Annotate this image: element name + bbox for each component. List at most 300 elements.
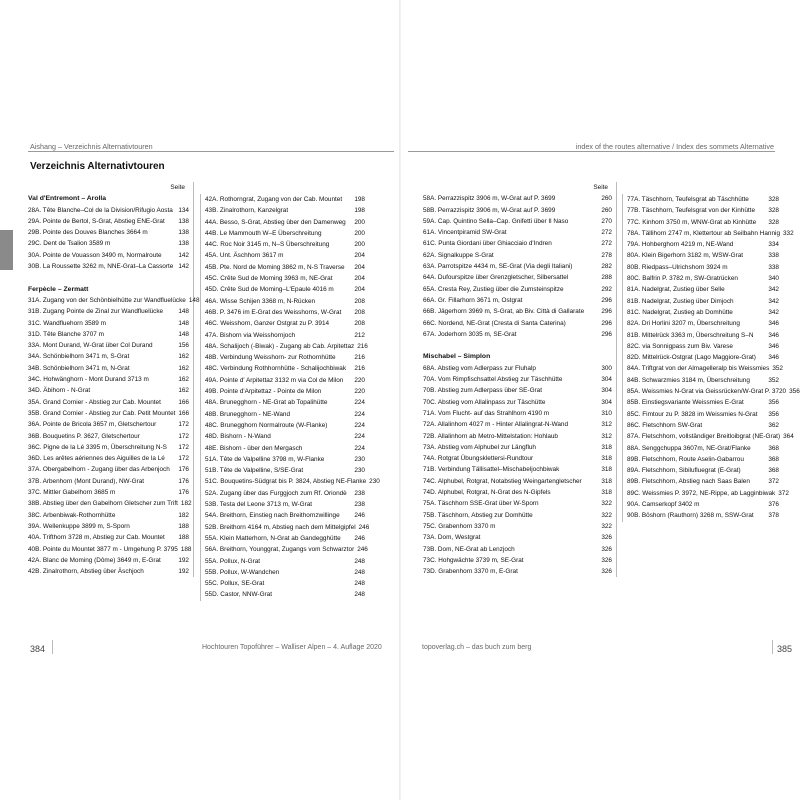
route-page-number: 192 (178, 568, 189, 576)
route-page-number: 172 (178, 443, 189, 451)
route-title: 33A. Mont Durand, W-Grat über Col Durand (28, 342, 153, 350)
route-title: 48E. Bishorn - über den Mergasch (205, 444, 303, 452)
route-title: 38C. Arbenbiwak-Rothornhütte (28, 511, 116, 519)
route-title: 42A. Rothorngrat, Zugang von der Cab. Mountet (205, 196, 343, 203)
route-entry (28, 238, 189, 249)
route-entry (423, 521, 612, 532)
route-page-number: 352 (772, 365, 783, 373)
route-title: 61C. Punta Giordani über Ghiacciaio d'Indren (423, 240, 552, 248)
route-title: 90B. Böshorn (Rauthorn) 3268 m, SSW-Grat (627, 512, 754, 520)
header-rule-left (28, 151, 394, 152)
route-title: 48B. Verbindung Weisshorn- zur Rothornhütte (205, 354, 336, 362)
route-entry (205, 341, 368, 352)
route-entry (205, 567, 365, 578)
route-entry (205, 510, 365, 521)
route-title: 77B. Täschhorn, Teufelsgrat von der Kinhütte (627, 207, 756, 215)
route-entry (423, 431, 612, 442)
entry-list (423, 193, 612, 340)
route-title: 62A. Signalkuppe S-Grat (423, 251, 494, 259)
route-page-number: 216 (354, 354, 365, 362)
route-entry (423, 397, 612, 408)
route-title: 65A. Cresta Rey, Zustieg über die Zumsteinspitze (423, 285, 564, 293)
route-title: 55C. Pollux, SE-Grat (205, 580, 265, 588)
route-page-number: 300 (601, 364, 612, 372)
route-title: 48A. Brunegghorn - NE-Grat ab Topalihütte (205, 399, 328, 407)
route-page-number: 322 (601, 500, 612, 508)
route-page-number: 260 (601, 195, 612, 203)
route-title: 58A. Perrazzispitz 3906 m, W-Grat auf P. 3699 (423, 195, 556, 203)
route-page-number: 326 (601, 545, 612, 553)
route-entry (205, 544, 368, 555)
route-entry (205, 522, 370, 533)
route-page-number: 378 (768, 512, 779, 520)
route-entry (627, 194, 779, 205)
route-page-number: 156 (178, 342, 189, 350)
route-entry (28, 442, 189, 453)
route-entry (28, 351, 189, 362)
route-page-number: 204 (354, 286, 365, 294)
route-title: 55A. Klein Matterhorn, N-Grat ab Gandegghütte (205, 534, 341, 542)
footer-divider (772, 640, 773, 654)
route-page-number: 260 (601, 206, 612, 214)
page-title: Verzeichnis Alternativtouren (30, 161, 165, 172)
route-page-number: 162 (178, 387, 189, 395)
route-entry (627, 409, 779, 420)
route-title: 30A. Pointe de Vouasson 3490 m, Normalroute (28, 251, 162, 259)
route-title: 54A. Breithorn, Einstieg nach Breithornzwillinge (205, 512, 340, 520)
route-title: 81C. Nadelgrat, Zustieg ab Domhütte (627, 308, 733, 316)
route-title: 78A. Tällihorn 2747 m, Klettertour ab Seilbahn Hannig (627, 229, 780, 237)
route-title: 30B. La Roussette 3262 m, NNE-Grat–La Cassorte (28, 263, 174, 271)
route-title: 46C. Weisshorn, Ganzer Ostgrat zu P. 3914 (205, 320, 330, 328)
route-entry (627, 488, 789, 499)
route-title: 28A. Tête Blanche–Col de la Division/Rifugio Aosta (28, 206, 173, 214)
route-page-number: 332 (783, 229, 794, 237)
route-page-number: 162 (178, 364, 189, 372)
route-page-number: 142 (178, 263, 189, 271)
route-title: 55B. Pollux, W-Wandchen (205, 568, 280, 576)
route-title: 70C. Abstieg vom Allalinpass zur Täschütte (423, 398, 546, 406)
route-page-number: 318 (601, 466, 612, 474)
route-page-number: 166 (178, 409, 190, 417)
route-page-number: 346 (768, 331, 779, 339)
route-page-number: 368 (768, 467, 779, 475)
route-entry (28, 487, 189, 498)
route-entry (205, 217, 365, 228)
route-page-number: 296 (601, 319, 612, 327)
route-entry (423, 408, 612, 419)
route-page-number: 288 (601, 274, 612, 282)
route-page-number: 346 (768, 320, 779, 328)
route-entry (627, 296, 779, 307)
route-title: 88A. Senggchuppa 3607m, NE-Grat/Flanke (627, 444, 751, 452)
route-title: 70B. Abstieg zum Adlerpass über SE-Grat (423, 387, 542, 395)
route-page-number: 204 (354, 275, 365, 283)
header-rule-right (408, 151, 775, 152)
route-title: 82A. Dri Horlini 3207 m, Überschreitung (627, 320, 740, 328)
route-entry (205, 205, 365, 216)
route-title: 51B. Tête de Valpelline, S/SE-Grat (205, 467, 304, 475)
route-entry (28, 340, 189, 351)
route-title: 64A. Dufourspitze über Grenzgletscher, Silbersattel (423, 274, 569, 282)
route-page-number: 352 (768, 376, 779, 384)
route-page-number: 208 (354, 297, 365, 305)
route-entry (28, 498, 192, 509)
route-title: 63A. Parrotspitze 4434 m, SE-Grat (Via degli Italiani) (423, 263, 573, 271)
route-title: 49B. Pointe d'Arpitettaz - Pointe de Milon (205, 388, 322, 396)
route-title: 52B. Breithorn 4164 m, Abstieg nach dem Mittelgipfel (205, 523, 356, 531)
route-page-number: 182 (178, 511, 189, 519)
route-title: 85C. Fimtour zu P. 3828 im Weissmies N-Grat (627, 410, 758, 418)
route-entry (423, 250, 612, 261)
route-page-number: 376 (768, 501, 779, 509)
route-title: 73A. Abstieg vom Alphubel zur Längfluh (423, 443, 536, 451)
route-page-number: 230 (354, 455, 365, 463)
route-page-number: 224 (354, 444, 365, 452)
route-entry (205, 239, 365, 250)
route-page-number: 342 (768, 308, 779, 316)
route-title: 66A. Gr. Fillarhorn 3671 m, Ostgrat (423, 296, 523, 304)
route-entry (423, 193, 612, 204)
route-entry (28, 295, 200, 306)
route-entry (627, 239, 779, 250)
route-entry (627, 307, 779, 318)
route-title: 40B. Pointe du Mountet 3877 m - Umgehung P. 3795 (28, 545, 178, 553)
running-header-right: index of the routes alternative / Index des sommets Alternative (575, 142, 774, 151)
route-entry (28, 374, 189, 385)
route-page-number: 368 (768, 455, 779, 463)
route-page-number: 204 (354, 252, 365, 260)
thumb-index-tab (0, 230, 13, 270)
route-entry (627, 476, 779, 487)
route-title: 85A. Weissmies N-Grat via Geissrücken/W-Grat P. 3720 (627, 388, 787, 396)
route-title: 81A. Nadelgrat, Zustieg über Selle (627, 286, 725, 294)
route-title: 68A. Abstieg vom Adlerpass zur Fluhalp (423, 364, 536, 372)
route-title: 72B. Allalinhorn ab Metro-Mittelstation: Hohlaub (423, 432, 558, 440)
route-entry (28, 532, 189, 543)
route-entry (205, 273, 365, 284)
route-title: 46A. Wisse Schijen 3368 m, N-Rücken (205, 297, 316, 305)
route-page-number: 148 (178, 308, 189, 316)
route-page-number: 318 (601, 443, 612, 451)
route-title: 55A. Pollux, N-Grat (205, 557, 261, 565)
route-entry (627, 273, 779, 284)
route-page-number: 230 (354, 467, 365, 475)
route-title: 51C. Bouquetins-Südgrat bis P. 3824, Abstieg NE-Flanke (205, 478, 367, 486)
route-title: 45C. Crête Sud de Moming 3963 m, NE-Grat (205, 275, 333, 283)
route-title: 38B. Abstieg über den Gabelhorn Gletscher zum Trift (28, 500, 178, 508)
route-title: 46B. P. 3476 im E-Grat des Weisshorns, W-Grat (205, 308, 342, 316)
route-page-number: 224 (354, 421, 365, 429)
route-title: 47A. Bishorn via Weisshornjoch (205, 331, 296, 339)
index-column-3 (423, 182, 617, 577)
route-page-number: 368 (768, 444, 779, 452)
route-page-number: 138 (178, 217, 189, 225)
route-entry (423, 272, 612, 283)
route-page-number: 246 (357, 546, 368, 554)
route-entry (205, 465, 365, 476)
route-page-number: 188 (178, 534, 189, 542)
route-entry (423, 227, 612, 238)
route-title: 45A. Unt. Äschhorn 3617 m (205, 252, 284, 260)
route-page-number: 220 (354, 388, 365, 396)
route-title: 84A. Triftgrat von der Almagelleralp bis Weissmies (627, 365, 770, 373)
route-page-number: 282 (601, 263, 612, 271)
route-title: 37A. Obergabelhorn - Zugang über das Arbenjoch (28, 466, 170, 474)
route-title: 44A. Besso, S-Grat, Abstieg über den Damenweg (205, 218, 346, 226)
route-page-number: 318 (601, 455, 612, 463)
route-page-number: 296 (601, 296, 612, 304)
route-page-number: 238 (354, 501, 365, 509)
route-entry (423, 555, 612, 566)
route-title: 58B. Perrazzispitz 3906 m, W-Grat auf P. 3699 (423, 206, 556, 214)
book-gutter (399, 0, 401, 800)
footer-text-right: topoverlag.ch – das buch zum berg (422, 644, 532, 651)
route-entry (28, 205, 189, 216)
route-title: 67A. Joderhorn 3035 m, SE-Grat (423, 330, 517, 338)
route-page-number: 138 (178, 229, 189, 237)
route-page-number: 272 (601, 229, 612, 237)
route-page-number: 346 (768, 354, 779, 362)
route-page-number: 248 (354, 557, 365, 565)
route-title: 56A. Breithorn, Younggrat, Zugangs vom Schwarztor (205, 546, 355, 554)
route-entry (423, 318, 612, 329)
route-page-number: 346 (768, 342, 779, 350)
route-entry (28, 250, 189, 261)
route-page-number: 342 (768, 297, 779, 305)
route-title: 44B. Le Mammouth W–E Überschreitung (205, 229, 322, 237)
route-entry (205, 476, 380, 487)
route-page-number: 148 (178, 319, 189, 327)
route-entry (205, 556, 365, 567)
page-column-heading: Seite (170, 184, 185, 191)
route-title: 90A. Camserkopf 3402 m (627, 501, 700, 509)
route-title: 75C. Grabenhorn 3370 m (423, 522, 496, 530)
route-entry (205, 386, 365, 397)
route-title: 80A. Klein Bigerhorn 3182 m, WSW-Grat (627, 252, 744, 260)
route-entry (28, 216, 189, 227)
route-page-number: 224 (354, 410, 365, 418)
route-entry (627, 250, 779, 261)
route-entry (28, 464, 189, 475)
route-page-number: 248 (354, 580, 365, 588)
route-entry (627, 443, 779, 454)
route-entry (28, 555, 189, 566)
route-page-number: 340 (768, 275, 779, 283)
route-entry (423, 453, 612, 464)
route-page-number: 148 (188, 296, 200, 304)
route-title: 51A. Tête de Valpelline 3798 m, W-Flanke (205, 455, 325, 463)
route-page-number: 304 (601, 387, 612, 395)
route-page-number: 204 (354, 263, 365, 271)
route-page-number: 212 (354, 331, 365, 339)
route-entry (627, 420, 779, 431)
route-entry (205, 533, 365, 544)
route-title: 85B. Einstiegsvariante Weissmies E-Grat (627, 399, 744, 407)
route-entry (627, 499, 779, 510)
route-title: 42B. Zinalrothorn, Abstieg über Äschjoch (28, 568, 144, 576)
route-entry (423, 374, 612, 385)
route-page-number: 312 (601, 421, 612, 429)
route-entry (28, 397, 189, 408)
route-title: 48A. Schalijoch (-Biwak) - Zugang ab Cab. Arpitettaz (205, 342, 355, 350)
route-entry (627, 510, 779, 521)
route-title: 39A. Wellenkuppe 3899 m, S-Sporn (28, 522, 130, 530)
route-page-number: 296 (601, 308, 612, 316)
route-entry (205, 318, 365, 329)
route-title: 29A. Pointe de Bertol, S-Grat, Abstieg ENE-Grat (28, 217, 165, 225)
route-page-number: 230 (369, 478, 380, 486)
route-entry (627, 341, 779, 352)
route-entry (28, 521, 189, 532)
route-title: 37B. Arbenhorn (Mont Durand), NW-Grat (28, 477, 145, 485)
route-entry (627, 363, 783, 374)
route-page-number: 216 (354, 365, 365, 373)
route-page-number: 338 (768, 252, 779, 260)
route-title: 77C. Kinhorn 3750 m, WNW-Grat ab Kinhütte (627, 218, 757, 226)
route-title: 81B. Mittelrück 3363 m, Überschreitung S–N (627, 331, 754, 339)
route-entry (205, 228, 365, 239)
page-column-heading: Seite (593, 184, 608, 191)
route-entry (205, 431, 365, 442)
route-title: 71B. Verbindung Tällisattel–Mischabeljochbiwak (423, 466, 560, 474)
route-entry (205, 578, 365, 589)
route-entry (28, 227, 189, 238)
section-heading: Val d'Entremont – Arolla (28, 195, 107, 203)
route-entry (423, 238, 612, 249)
route-entry (423, 216, 612, 227)
route-entry (627, 262, 779, 273)
route-page-number: 318 (601, 477, 612, 485)
route-entry (423, 385, 612, 396)
route-title: 77A. Täschhorn, Teufelsgrat ab Täschhütte (627, 196, 749, 203)
route-entry (205, 499, 365, 510)
route-page-number: 318 (601, 489, 612, 497)
route-title: 66B. Jägerhorn 3969 m, S-Grat, ab Biv. Città di Gallarate (423, 308, 585, 316)
route-entry (627, 375, 779, 386)
route-page-number: 246 (354, 534, 365, 542)
route-page-number: 338 (768, 263, 779, 271)
route-title: 53B. Testa del Leone 3713 m, W-Grat (205, 501, 313, 509)
route-page-number: 200 (354, 229, 365, 237)
route-page-number: 272 (601, 240, 612, 248)
route-page-number: 278 (601, 251, 612, 259)
route-page-number: 162 (178, 376, 189, 384)
route-title: 86C. Fletschhorn SW-Grat (627, 421, 703, 429)
column-3-entries (423, 182, 617, 577)
route-page-number: 296 (601, 330, 612, 338)
index-column-1 (28, 182, 200, 577)
route-entry (423, 532, 612, 543)
route-title: 48B. Brunegghorn - NE-Wand (205, 410, 291, 418)
route-entry (28, 261, 189, 272)
route-page-number: 326 (601, 534, 612, 542)
route-entry (423, 487, 612, 498)
route-entry (28, 566, 189, 577)
index-column-4 (622, 194, 800, 522)
index-column-2 (200, 194, 380, 601)
route-entry (627, 431, 794, 442)
route-title: 81B. Nadelgrat, Zustieg über Dimjoch (627, 297, 734, 305)
route-page-number: 200 (354, 241, 365, 249)
route-page-number: 246 (354, 512, 365, 520)
route-page-number: 224 (354, 433, 365, 441)
route-entry (627, 205, 779, 216)
route-entry (205, 284, 365, 295)
route-entry (28, 329, 189, 340)
route-page-number: 372 (778, 489, 789, 497)
route-title: 45B. Pte. Nord de Moming 3862 m, N-S Traverse (205, 263, 345, 271)
route-title: 75B. Täschhorn, Abstieg zur Domhütte (423, 511, 533, 519)
route-page-number: 292 (601, 285, 612, 293)
route-entry (423, 566, 612, 577)
route-page-number: 176 (178, 466, 189, 474)
route-title: 80B. Riedpass–Ulrichshorn 3924 m (627, 263, 728, 271)
route-title: 82C. via Sonnigpass zum Biv. Varese (627, 342, 733, 350)
running-header-left: Aishang – Verzeichnis Alternativtouren (30, 142, 153, 151)
route-page-number: 372 (768, 478, 779, 486)
route-entry (28, 363, 189, 374)
route-entry (205, 363, 365, 374)
route-title: 89B. Fletschhorn, Abstieg nach Saas Balen (627, 478, 750, 486)
route-title: 73A. Dom, Westgrat (423, 534, 481, 542)
route-entry (28, 544, 192, 555)
route-title: 74C. Alphubel, Rotgrat, Notabstieg Weingartengletscher (423, 477, 582, 485)
route-title: 72A. Allalinhorn 4027 m - Hinter Allalingrat-N-Wand (423, 421, 569, 429)
route-entry (423, 284, 612, 295)
route-title: 89B. Fletschhorn, Route Aselin-Gabarrou (627, 455, 744, 463)
route-entry (205, 409, 365, 420)
route-title: 31A. Zugang von der Schönbielhütte zur Wandfluelücke (28, 296, 186, 304)
route-title: 34B. Schönbielhorn 3471 m, N-Grat (28, 364, 130, 372)
route-entry (205, 375, 365, 386)
route-entry (205, 454, 365, 465)
route-page-number: 172 (178, 432, 189, 440)
route-page-number: 270 (601, 217, 612, 225)
route-entry (627, 397, 779, 408)
route-title: 34A. Schönbielhorn 3471 m, S-Grat (28, 353, 130, 361)
route-entry (423, 544, 612, 555)
route-title: 45D. Crête Sud de Moming–L'Epaule 4016 m (205, 286, 334, 294)
route-page-number: 198 (354, 196, 365, 203)
route-title: 66C. Nordend, NE-Grat (Cresta di Santa Caterina) (423, 319, 566, 327)
route-entry (28, 385, 189, 396)
route-page-number: 224 (354, 399, 365, 407)
entry-list (28, 205, 189, 273)
route-page-number: 364 (783, 433, 794, 441)
route-page-number: 362 (768, 421, 779, 429)
entry-list (423, 363, 612, 578)
route-page-number: 188 (180, 545, 192, 553)
route-entry (28, 510, 189, 521)
route-title: 29B. Pointe des Douves Blanches 3664 m (28, 229, 148, 237)
route-title: 48C. Brunegghorn Normalroute (W-Flanke) (205, 421, 328, 429)
route-entry (205, 397, 365, 408)
route-entry (627, 318, 779, 329)
route-entry (627, 352, 779, 363)
route-title: 36A. Pointe de Bricola 3657 m, Gletschertour (28, 421, 157, 429)
route-entry (423, 306, 612, 317)
route-title: 61A. Vincentpiramid SW-Grat (423, 229, 507, 237)
route-title: 55D. Castor, NNW-Grat (205, 591, 272, 599)
section-heading: Ferpècle – Zermatt (28, 285, 89, 293)
route-page-number: 166 (178, 398, 189, 406)
page-number-right: 385 (777, 644, 793, 654)
route-page-number: 328 (768, 218, 779, 226)
route-page-number: 216 (357, 342, 368, 350)
route-entry (627, 330, 779, 341)
entry-list (627, 194, 800, 522)
